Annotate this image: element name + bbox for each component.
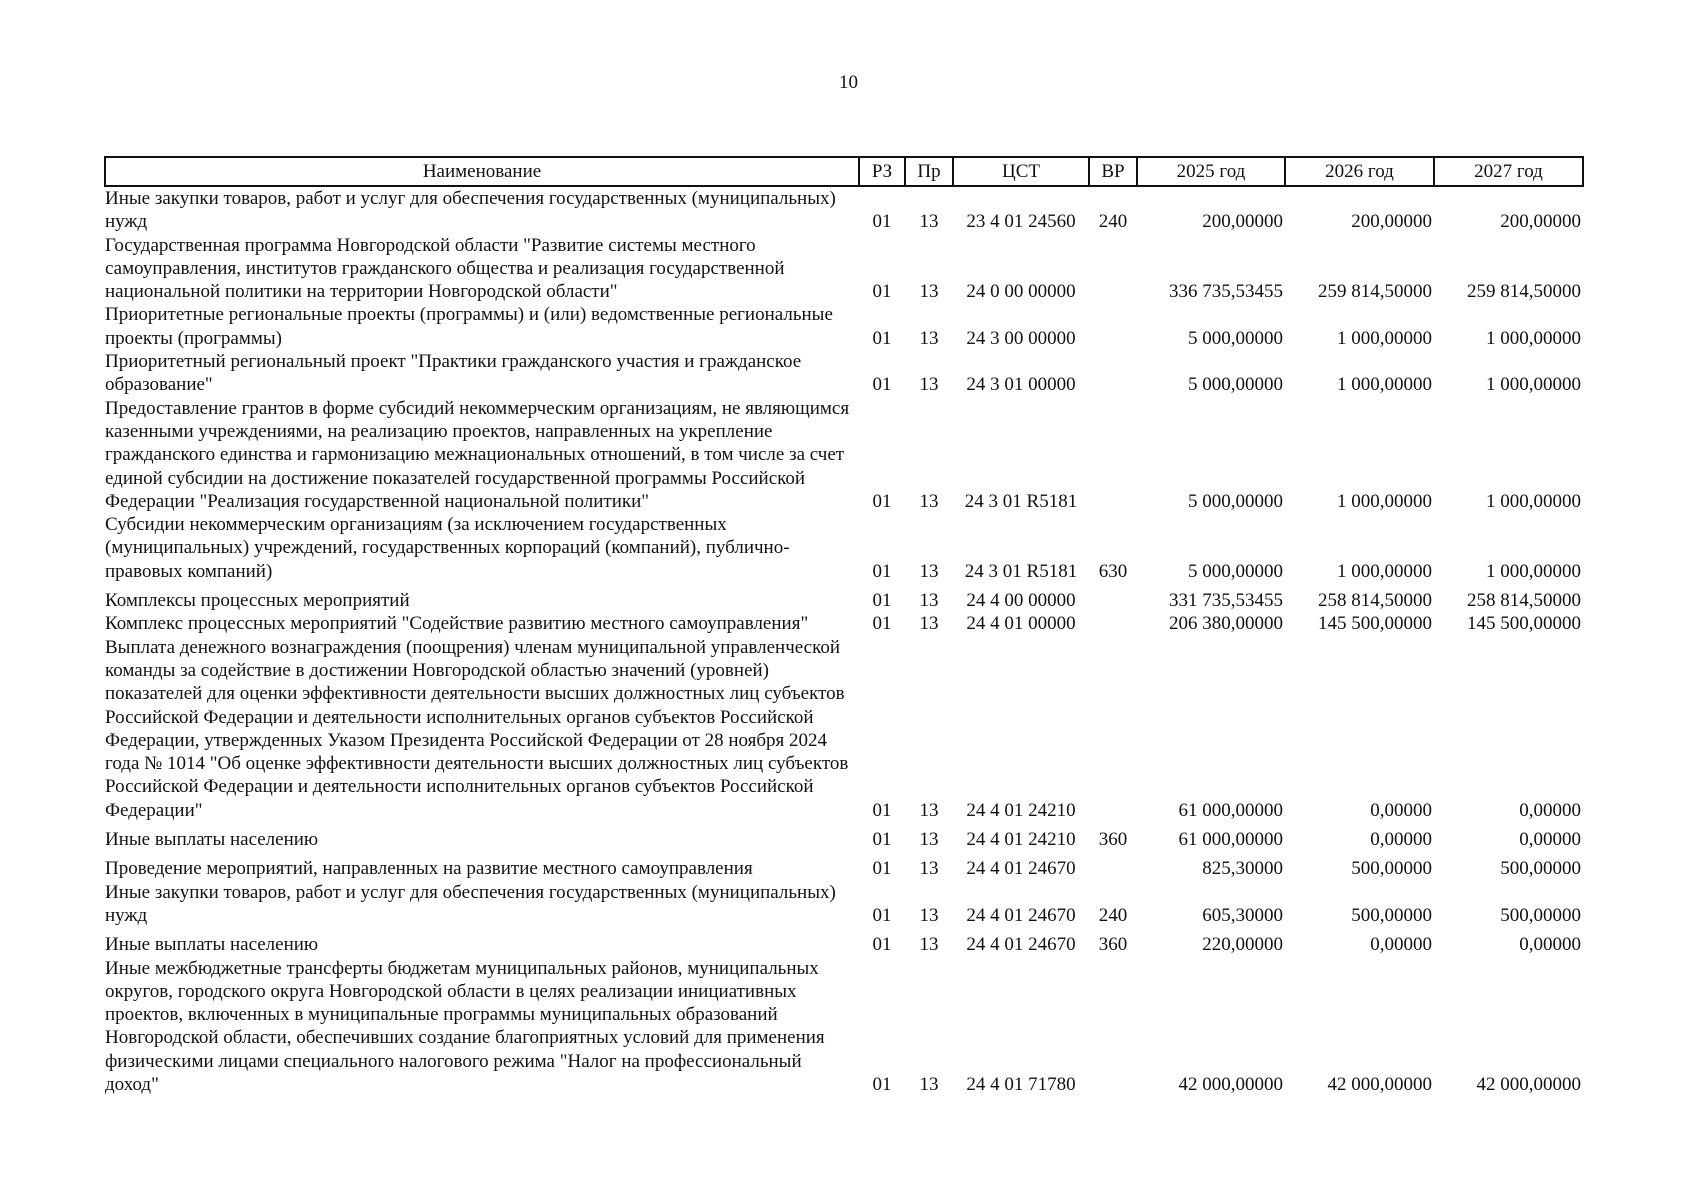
table-row: [105, 822, 1583, 851]
row-vr: [1089, 303, 1137, 350]
row-cst: 23 4 01 24560: [966, 211, 1076, 233]
table-row: [105, 927, 1583, 956]
row-amount-2027: 1 000,00000: [1486, 490, 1581, 512]
row-cst: 24 3 00 00000: [966, 327, 1076, 349]
row-amount-2025: 825,30000: [1202, 858, 1283, 880]
header-2025: 2025 год: [1137, 157, 1285, 186]
row-amount-2025: 605,30000: [1202, 904, 1283, 926]
row-pr: 13: [919, 281, 939, 303]
table-row: [105, 303, 1583, 350]
row-cst: 24 3 01 R5181: [964, 490, 1078, 512]
row-pr: 13: [919, 613, 939, 635]
row-amount-2025: 5 000,00000: [1188, 374, 1283, 396]
row-amount-2025: 42 000,00000: [1178, 1073, 1283, 1095]
row-pr: 13: [919, 211, 939, 233]
row-amount-2025: 61 000,00000: [1178, 829, 1283, 851]
row-amount-2026: 259 814,50000: [1318, 281, 1432, 303]
row-vr: [1089, 957, 1137, 1097]
row-amount-2025: 331 735,53455: [1169, 590, 1283, 612]
row-amount-2027: 500,00000: [1500, 904, 1581, 926]
row-name: Приоритетный региональный проект "Практики гражданского участия и гражданское образование": [105, 351, 802, 396]
table-row: [105, 397, 1583, 513]
row-name: Иные закупки товаров, работ и услуг для обеспечения государственных (муниципальных) нужд: [105, 881, 836, 926]
row-cst: 24 4 01 24670: [966, 858, 1076, 880]
header-2026: 2026 год: [1285, 157, 1434, 186]
row-pr: 13: [919, 1073, 939, 1095]
row-pr: 13: [919, 374, 939, 396]
table-row: [105, 851, 1583, 880]
row-amount-2025: 61 000,00000: [1178, 799, 1283, 821]
row-amount-2025: 5 000,00000: [1188, 560, 1283, 582]
table-header-row: [105, 157, 1583, 186]
row-amount-2027: 1 000,00000: [1486, 327, 1581, 349]
row-amount-2026: 42 000,00000: [1327, 1073, 1432, 1095]
table-row: [105, 350, 1583, 397]
row-name: Проведение мероприятий, направленных на развитие местного самоуправления: [105, 858, 753, 880]
row-name: Выплата денежного вознаграждения (поощрения) членам муниципальной управленческой команды за содействие в достижении Новгородской областью значений (уровней) показателей для оценки эффективности деятельности высших должностных лиц субъектов Российской Федерации и деятельности исполнительных органов субъектов Российской Федерации, утвержденных Указом Президента Российской Федерации от 28 ноября 2024 года № 1014 "Об оценке эффективности деятельности высших должностных лиц субъектов Российской Федерации и деятельности исполнительных органов субъектов Российской Федерации": [105, 636, 849, 821]
row-vr: [1089, 350, 1137, 397]
row-rz: 01: [872, 799, 892, 821]
table-row: [105, 234, 1583, 304]
row-name: Субсидии некоммерческим организациям (за исключением государственных (муниципальных) учреждений, государственных корпораций (компаний), публично-правовых компаний): [105, 514, 790, 582]
row-rz: 01: [872, 281, 892, 303]
row-pr: 13: [919, 560, 939, 582]
row-amount-2027: 0,00000: [1519, 829, 1581, 851]
row-amount-2026: 258 814,50000: [1318, 590, 1432, 612]
row-amount-2025: 200,00000: [1202, 211, 1283, 233]
row-cst: 24 3 01 R5181: [964, 560, 1078, 582]
row-amount-2027: 1 000,00000: [1486, 560, 1581, 582]
row-pr: 13: [919, 490, 939, 512]
row-pr: 13: [919, 590, 939, 612]
row-amount-2026: 500,00000: [1351, 858, 1432, 880]
row-rz: 01: [872, 1073, 892, 1095]
row-name: Приоритетные региональные проекты (программы) и (или) ведомственные региональные проекты (программы): [105, 304, 833, 349]
row-pr: 13: [919, 799, 939, 821]
row-vr: [1089, 234, 1137, 304]
header-cst: ЦСТ: [953, 157, 1089, 186]
row-vr: 630: [1098, 560, 1128, 582]
table-row: [105, 636, 1583, 822]
header-2027: 2027 год: [1434, 157, 1583, 186]
row-amount-2025: 206 380,00000: [1169, 613, 1283, 635]
table-row: [105, 583, 1583, 612]
row-rz: 01: [872, 374, 892, 396]
row-amount-2026: 1 000,00000: [1337, 560, 1432, 582]
row-amount-2026: 145 500,00000: [1318, 613, 1432, 635]
row-rz: 01: [872, 858, 892, 880]
row-name: Иные межбюджетные трансферты бюджетам муниципальных районов, муниципальных округов, городского округа Новгородской области в целях реализации инициативных проектов, включенных в муниципальные программы муниципальных образований Новгородской области, обеспечивших создание благоприятных условий для применения физическими лицами специального налогового режима "Налог на профессиональный доход": [105, 957, 825, 1095]
row-pr: 13: [919, 904, 939, 926]
row-amount-2026: 0,00000: [1370, 934, 1432, 956]
header-vr: ВР: [1089, 157, 1137, 186]
table-row: [105, 957, 1583, 1097]
table-body: [105, 186, 1583, 1096]
row-vr: [1089, 851, 1137, 880]
row-cst: 24 4 01 71780: [966, 1073, 1076, 1095]
row-rz: 01: [872, 829, 892, 851]
row-pr: 13: [919, 327, 939, 349]
row-amount-2025: 5 000,00000: [1188, 490, 1283, 512]
row-name: Комплексы процессных мероприятий: [105, 590, 410, 612]
row-amount-2027: 0,00000: [1519, 934, 1581, 956]
row-vr: [1089, 636, 1137, 822]
row-cst: 24 4 01 24210: [966, 829, 1076, 851]
row-rz: 01: [872, 613, 892, 635]
row-cst: 24 4 01 24670: [966, 934, 1076, 956]
row-rz: 01: [872, 327, 892, 349]
page-number: 10: [839, 72, 858, 93]
row-vr: [1089, 612, 1137, 635]
row-amount-2027: 42 000,00000: [1476, 1073, 1581, 1095]
row-amount-2026: 500,00000: [1351, 904, 1432, 926]
row-rz: 01: [872, 490, 892, 512]
row-pr: 13: [919, 934, 939, 956]
row-vr: 360: [1098, 934, 1128, 956]
row-amount-2025: 220,00000: [1202, 934, 1283, 956]
row-name: Иные выплаты населению: [105, 829, 319, 851]
row-cst: 24 4 01 00000: [966, 613, 1076, 635]
row-vr: [1089, 583, 1137, 612]
header-rz: РЗ: [859, 157, 905, 186]
row-rz: 01: [872, 560, 892, 582]
table-row: [105, 513, 1583, 583]
row-amount-2027: 0,00000: [1519, 799, 1581, 821]
table-row: [105, 881, 1583, 928]
row-cst: 24 3 01 00000: [966, 374, 1076, 396]
row-amount-2027: 200,00000: [1500, 211, 1581, 233]
row-rz: 01: [872, 590, 892, 612]
row-amount-2026: 1 000,00000: [1337, 374, 1432, 396]
row-pr: 13: [919, 858, 939, 880]
row-amount-2027: 145 500,00000: [1467, 613, 1581, 635]
row-amount-2026: 0,00000: [1370, 829, 1432, 851]
row-cst: 24 4 00 00000: [966, 590, 1076, 612]
row-name: Государственная программа Новгородской области "Развитие системы местного самоуправления, институтов гражданского общества и реализация государственной национальной политики на территории Новгородской области": [105, 234, 785, 303]
row-vr: [1089, 397, 1137, 513]
row-amount-2027: 1 000,00000: [1486, 374, 1581, 396]
row-amount-2026: 0,00000: [1370, 799, 1432, 821]
row-rz: 01: [872, 934, 892, 956]
row-amount-2026: 1 000,00000: [1337, 327, 1432, 349]
row-amount-2027: 258 814,50000: [1467, 590, 1581, 612]
row-rz: 01: [872, 211, 892, 233]
row-name: Комплекс процессных мероприятий "Содействие развитию местного самоуправления": [105, 613, 809, 635]
header-pr: Пр: [905, 157, 953, 186]
row-amount-2026: 200,00000: [1351, 211, 1432, 233]
row-amount-2026: 1 000,00000: [1337, 490, 1432, 512]
row-cst: 24 0 00 00000: [966, 281, 1076, 303]
row-amount-2027: 259 814,50000: [1467, 281, 1581, 303]
row-vr: 240: [1098, 904, 1128, 926]
table-row: [105, 186, 1583, 234]
row-amount-2025: 336 735,53455: [1169, 281, 1283, 303]
budget-table: [104, 156, 1584, 1096]
row-name: Иные выплаты населению: [105, 934, 319, 956]
row-rz: 01: [872, 904, 892, 926]
row-vr: 240: [1098, 211, 1128, 233]
row-pr: 13: [919, 829, 939, 851]
table-row: [105, 612, 1583, 635]
row-vr: 360: [1098, 829, 1128, 851]
row-cst: 24 4 01 24210: [966, 799, 1076, 821]
row-amount-2027: 500,00000: [1500, 858, 1581, 880]
row-name: Предоставление грантов в форме субсидий некоммерческим организациям, не являющимся казенными учреждениями, на реализацию проектов, направленных на укрепление гражданского единства и гармонизацию межнациональных отношений, в том числе за счет единой субсидии на достижение показателей государственной программы Российской Федерации "Реализация государственной национальной политики": [105, 397, 850, 512]
header-name: Наименование: [105, 157, 859, 186]
row-amount-2025: 5 000,00000: [1188, 327, 1283, 349]
row-cst: 24 4 01 24670: [966, 904, 1076, 926]
row-name: Иные закупки товаров, работ и услуг для обеспечения государственных (муниципальных) нужд: [105, 188, 836, 233]
